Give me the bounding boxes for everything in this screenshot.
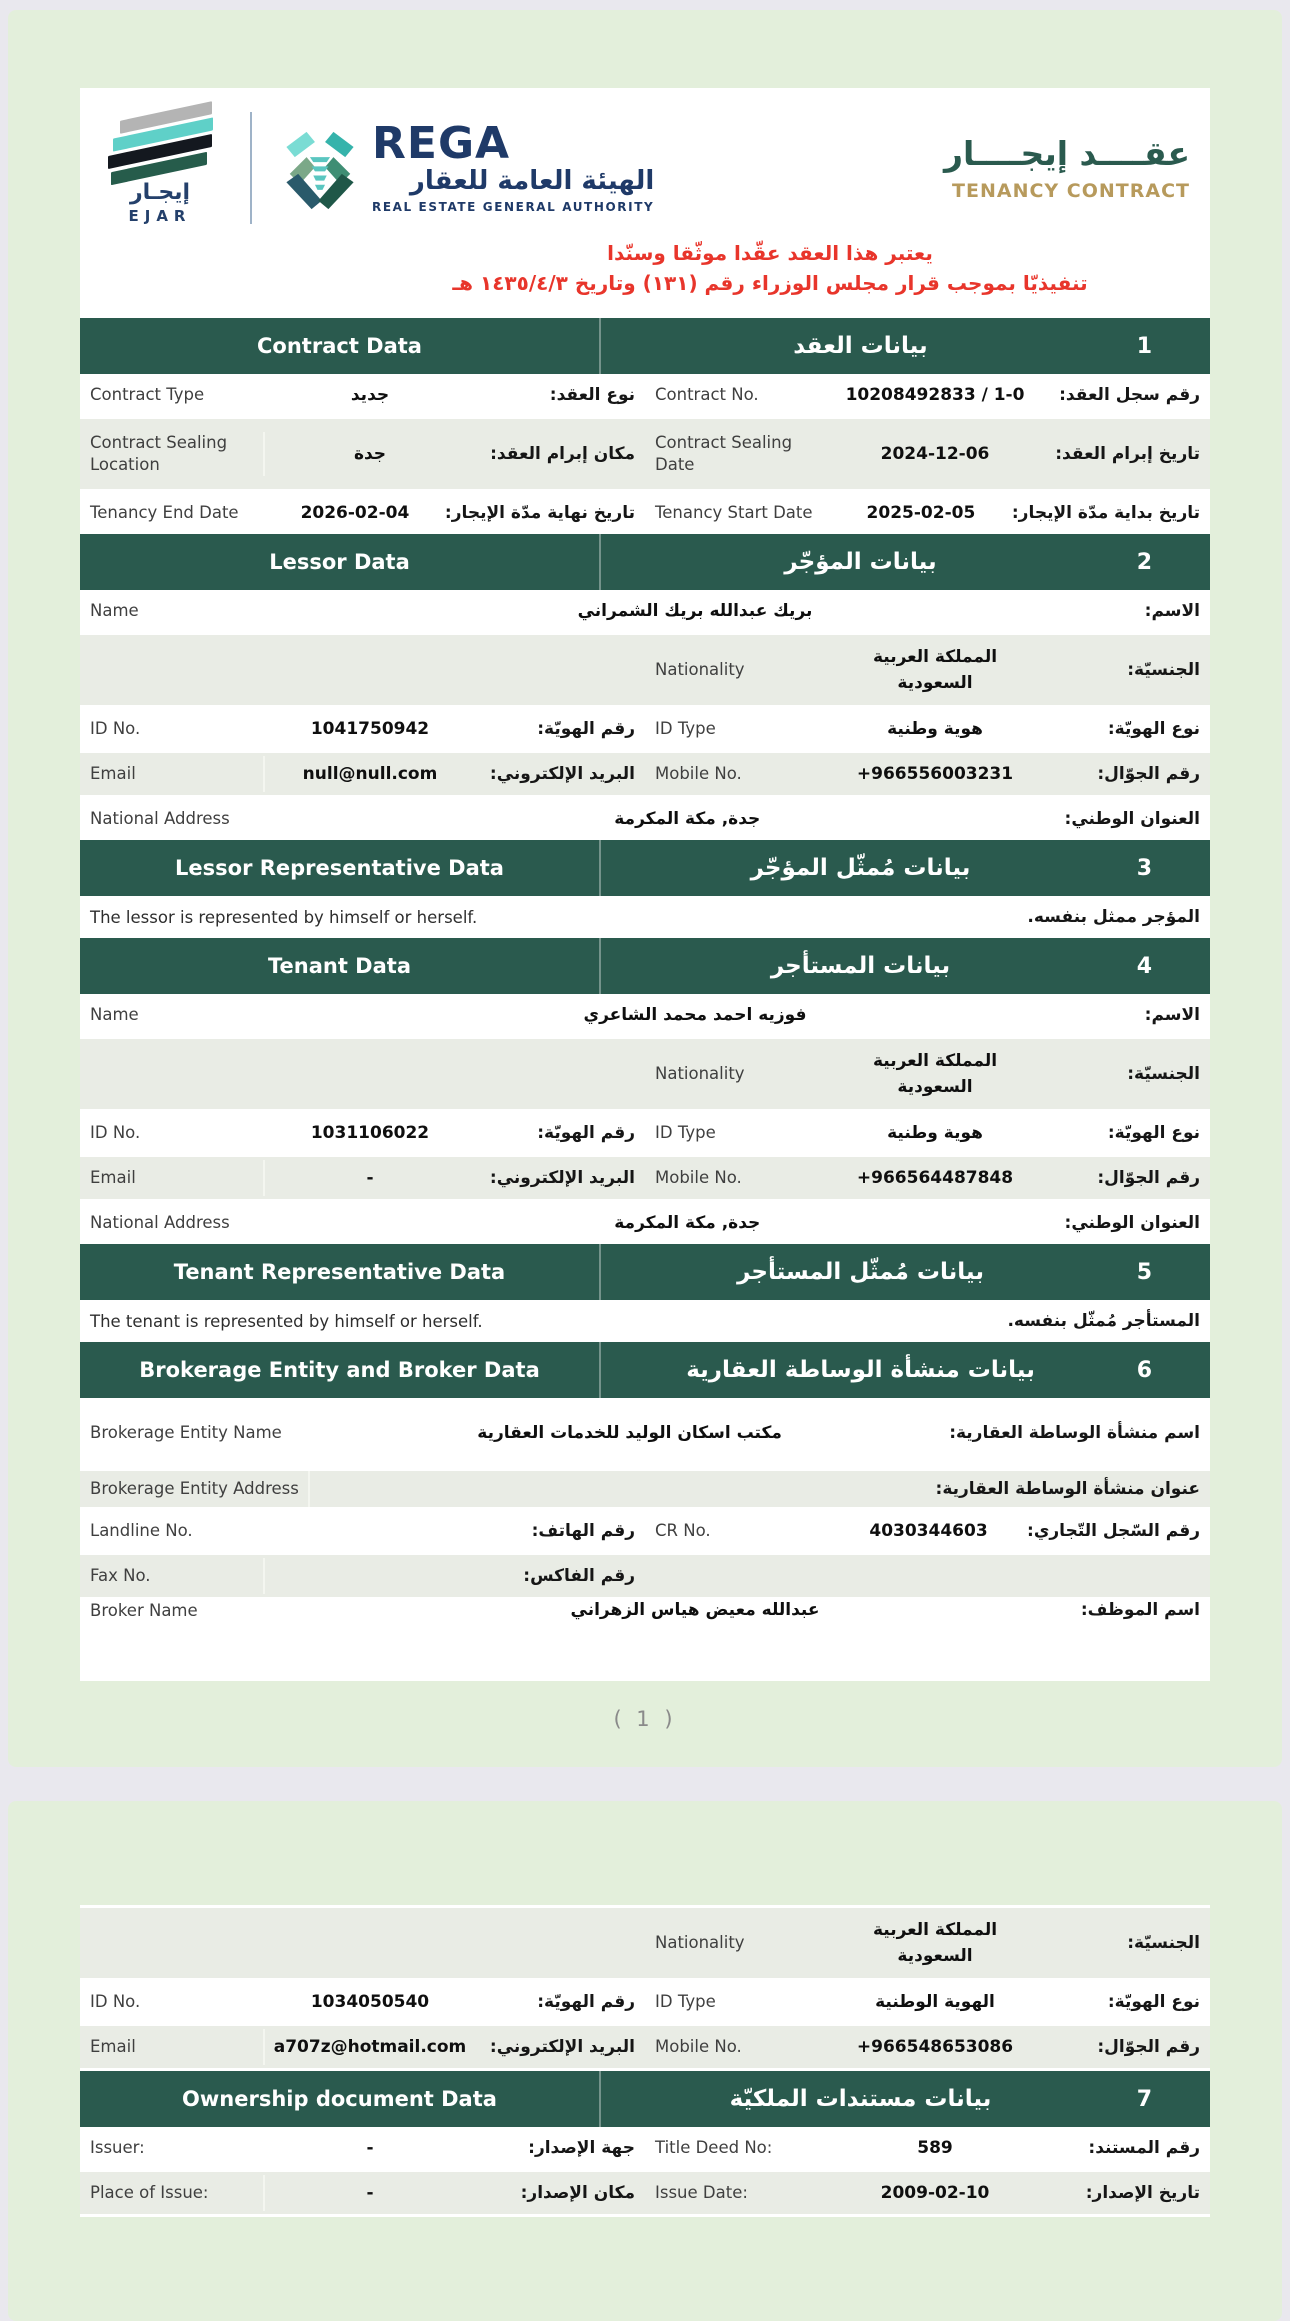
row-half [645,1555,1210,1597]
field-label-ar: رقم السّجل التّجاري: [1027,1521,1200,1541]
row-half [645,1510,1210,1552]
table-row [80,896,1210,938]
ejar-stripes-icon [108,111,212,175]
row-half [80,1112,645,1154]
table-row [80,2023,1210,2071]
row-half [80,1039,645,1109]
field-value-text: المملكة العربية السعودية [872,646,998,693]
contract-page-2 [8,1801,1282,2321]
section-number: 6 [1136,1357,1152,1383]
page-2-content [80,1905,1210,2217]
field-label-ar: مكان إبرام العقد: [490,444,635,464]
table-row [80,374,1210,416]
row-half [645,708,1210,750]
field-label-ar: تاريخ بداية مدّة الإيجار: [1011,503,1200,523]
note-text-ar: المؤجر ممثل بنفسه. [1027,907,1200,927]
field-label-en: Fax No. [90,1558,265,1594]
row-half [645,2026,1210,2068]
field-label-en: Email [90,2029,265,2065]
row-half [645,1981,1210,2023]
field-value-text: المملكة العربية السعودية [872,1050,998,1097]
table-row [80,1154,1210,1202]
field-label-ar: رقم الجوّال: [1097,1168,1200,1188]
field-value: 1034050540 [310,1992,430,2012]
field-label-en: Place of Issue: [90,2175,265,2211]
rega-palm-icon [278,112,362,224]
section-title-en: Ownership document Data [80,2071,601,2127]
section-header-2 [80,534,1210,590]
section-number: 5 [1136,1259,1152,1285]
field-label-ar: العنوان الوطني: [1064,1213,1200,1233]
note-text-en: The tenant is represented by himself or herself. [90,1311,483,1331]
field-label-en: Nationality [655,1063,745,1083]
field-value: 10208492833 / 1-0 [845,385,1025,405]
contract-table-page-2 [80,1905,1210,2217]
field-label-en: Brokerage Entity Name [90,1422,282,1442]
field-label-en: Contract No. [655,384,759,404]
field-label-en: Issuer: [90,2137,145,2157]
field-label-en: Name [90,1004,139,1024]
table-row [80,1036,1210,1112]
field-label-ar: نوع الهويّة: [1107,1992,1200,2012]
field-label-ar: تاريخ إبرام العقد: [1055,444,1200,464]
field-label-en: Mobile No. [655,1167,742,1187]
row-half [80,1908,645,1978]
field-value: 589 [917,2138,953,2158]
field-label-en: Nationality [655,659,745,679]
field-label-ar: اسم الموظف: [1080,1600,1200,1620]
row-half [645,374,1210,416]
field-label-ar: رقم الجوّال: [1097,764,1200,784]
field-value: 1041750942 [310,719,430,739]
table-row [80,1202,1210,1244]
table-row [80,1905,1210,1981]
field-label-en: Tenancy End Date [90,502,239,522]
table-row [80,1398,1210,1468]
section-title-ar: بيانات منشأة الوساطة العقارية [686,1357,1035,1383]
section-header-1 [80,318,1210,374]
field-label-en: Email [90,1160,265,1196]
contract-page-1 [8,10,1282,1767]
field-label-en: Title Deed No: [655,2137,773,2157]
field-label-ar: رقم الهويّة: [537,1992,635,2012]
table-row [80,708,1210,750]
ejar-wordmark-arabic: إيجـار [129,179,191,205]
note-text-ar: المستأجر مُمثّل بنفسه. [1007,1311,1200,1331]
table-row [80,416,1210,492]
field-label-en: Name [90,600,139,620]
field-label-en: ID No. [90,1122,141,1142]
table-row [80,1468,1210,1510]
table-row [80,994,1210,1036]
document-viewport [0,10,1290,2216]
row-half [80,753,645,795]
legal-disclaimer [80,238,1210,300]
field-value: جدة, مكة المكرمة [614,1213,761,1233]
field-value: عبدالله معيض هياس الزهراني [570,1600,820,1620]
field-label-ar: الجنسيّة: [1127,1933,1200,1953]
field-label-en: Broker Name [90,1601,198,1620]
field-label-ar: عنوان منشأة الوساطة العقارية: [935,1479,1200,1499]
row-half [80,1981,645,2023]
field-label-ar: مكان الإصدار: [520,2183,635,2203]
field-label-ar: جهة الإصدار: [528,2138,635,2158]
table-row [80,2127,1210,2169]
field-value: - [366,2183,374,2203]
field-label-ar: نوع الهويّة: [1107,719,1200,739]
row-half [80,374,645,416]
row-half [80,635,645,705]
document-header [80,88,1210,238]
table-row [80,1552,1210,1600]
section-title-ar: بيانات مُمثّل المستأجر [737,1259,984,1285]
section-title-en: Contract Data [80,318,601,374]
section-header-6 [80,1342,1210,1398]
section-number: 2 [1136,549,1152,575]
section-title-en: Lessor Representative Data [80,840,601,896]
field-label-ar: رقم الجوّال: [1097,2037,1200,2057]
field-label-en: National Address [90,808,230,828]
rega-name-english: REAL ESTATE GENERAL AUTHORITY [372,199,655,214]
row-half [80,1555,645,1597]
field-label-ar: تاريخ الإصدار: [1085,2183,1200,2203]
table-row [80,2169,1210,2217]
field-label-en: Mobile No. [655,763,742,783]
section-title-en: Brokerage Entity and Broker Data [80,1342,601,1398]
row-half [645,2127,1210,2169]
field-label-ar: رقم الفاكس: [523,1566,635,1586]
field-value: 2025-02-05 [866,503,976,523]
section-header-5 [80,1244,1210,1300]
section-number: 1 [1136,333,1152,359]
section-number: 7 [1136,2086,1152,2112]
field-value [830,644,1040,697]
logo-divider [250,112,252,224]
field-value: الهوية الوطنية [875,1992,995,2012]
field-value: 4030344603 [869,1521,988,1541]
field-label-en: ID Type [655,1991,716,2011]
page-1-content [80,88,1210,1681]
row-half [645,635,1210,705]
field-label-en: Landline No. [90,1520,193,1540]
ejar-logo [96,111,224,225]
field-label-ar: الجنسيّة: [1127,660,1200,680]
field-label-ar: رقم الهاتف: [531,1521,635,1541]
field-value: - [366,2138,374,2158]
field-label-en: Email [90,756,265,792]
field-label-en: Brokerage Entity Address [90,1471,310,1507]
row-half [80,419,645,489]
legal-disclaimer-line-1: يعتبر هذا العقد عقّدا موثّقا وسنّدا [607,241,933,265]
row-half [645,492,1210,534]
document-title [944,134,1194,202]
field-label-ar: رقم المستند: [1088,2138,1200,2158]
field-label-ar: الاسم: [1144,601,1200,621]
field-value: 2024-12-06 [880,444,990,464]
section-title-ar: بيانات مُمثّل المؤجّر [750,855,971,881]
field-label-en: Contract Type [90,384,205,404]
rega-wordmark [372,118,655,214]
section-header-7 [80,2071,1210,2127]
field-label-ar: رقم سجل العقد: [1059,385,1200,405]
section-number: 3 [1136,855,1152,881]
field-value [830,1917,1040,1970]
field-label-en: ID Type [655,1122,716,1142]
row-half [645,1039,1210,1109]
section-number: 4 [1136,953,1152,979]
field-value: بريك عبدالله بريك الشمراني [577,601,813,621]
row-half [645,1112,1210,1154]
section-title-en: Tenant Representative Data [80,1244,601,1300]
field-value: جدة [353,444,387,464]
table-row [80,632,1210,708]
field-value: جديد [350,385,390,405]
field-label-ar: رقم الهويّة: [537,1123,635,1143]
field-label-ar: الجنسيّة: [1127,1064,1200,1084]
row-half [645,753,1210,795]
row-half [645,2172,1210,2214]
field-label-ar: البريد الإلكتروني: [489,1168,635,1188]
field-value: 2026-02-04 [300,503,410,523]
table-row [80,1300,1210,1342]
section-title-ar: بيانات المستأجر [770,953,951,979]
field-label-ar: نوع العقد: [549,385,635,405]
field-value: a707z@hotmail.com [273,2037,467,2057]
field-value: مكتب اسكان الوليد للخدمات العقارية [477,1423,782,1443]
field-label-ar: البريد الإلكتروني: [489,764,635,784]
legal-disclaimer-line-2: تنفيذيّا بموجب قرار مجلس الوزراء رقم (١٣١) وتاريخ ١٤٣٥/٤/٣ هـ [452,271,1088,295]
field-value: هوية وطنية [887,1123,983,1143]
document-title-english: TENANCY CONTRACT [952,179,1190,202]
field-label-en: Mobile No. [655,2036,742,2056]
table-row [80,798,1210,840]
field-value: 1031106022 [310,1123,430,1143]
field-label-ar: العنوان الوطني: [1064,809,1200,829]
field-label-en: Contract Sealing Location [90,432,265,477]
field-label-ar: الاسم: [1144,1005,1200,1025]
field-value-text: المملكة العربية السعودية [872,1919,998,1966]
section-title-ar: بيانات المؤجّر [784,549,937,575]
section-title-ar: بيانات مستندات الملكيّة [729,2086,992,2112]
document-title-arabic: عقــــد إيجــــار [944,134,1190,174]
rega-name: REGA [372,118,511,170]
field-label-en: ID No. [90,718,141,738]
field-label-en: ID Type [655,718,716,738]
row-half [80,492,645,534]
field-label-ar: البريد الإلكتروني: [489,2037,635,2057]
contract-table-page-1 [80,318,1210,1681]
field-label-ar: نوع الهويّة: [1107,1123,1200,1143]
field-label-en: CR No. [655,1520,711,1540]
field-value [830,1048,1040,1101]
section-title-en: Lessor Data [80,534,601,590]
table-row [80,1112,1210,1154]
table-row [80,1600,1210,1681]
row-half [645,1908,1210,1978]
rega-logo [278,112,654,224]
field-value: فوزيه احمد محمد الشاعري [583,1005,807,1025]
field-label-en: ID No. [90,1991,141,2011]
field-value: 2009-02-10 [880,2183,990,2203]
rega-name-arabic: الهيئة العامة للعقار [409,166,655,197]
section-header-4 [80,938,1210,994]
section-title-en: Tenant Data [80,938,601,994]
field-value: +966548653086 [856,2037,1014,2057]
row-half [80,2172,645,2214]
field-label-en: Tenancy Start Date [655,502,813,522]
field-label-en: National Address [90,1212,230,1232]
field-label-en: Nationality [655,1932,745,1952]
row-half [645,419,1210,489]
field-label-en: Issue Date: [655,2182,748,2202]
field-value: null@null.com [302,764,438,784]
field-value: - [366,1168,374,1188]
field-label-ar: تاريخ نهاية مدّة الإيجار: [444,503,635,523]
row-half [80,1510,645,1552]
table-row [80,1981,1210,2023]
field-value: جدة, مكة المكرمة [614,809,761,829]
field-value: +966556003231 [856,764,1014,784]
row-half [80,2127,645,2169]
table-row [80,750,1210,798]
table-row [80,492,1210,534]
field-label-ar: اسم منشأة الوساطة العقارية: [949,1423,1200,1443]
ejar-wordmark-latin: EJAR [128,207,192,226]
row-half [80,708,645,750]
table-row [80,590,1210,632]
field-label-ar: رقم الهويّة: [537,719,635,739]
note-text-en: The lessor is represented by himself or herself. [90,907,478,927]
row-half [645,1157,1210,1199]
row-half [80,1157,645,1199]
field-value: هوية وطنية [887,719,983,739]
section-header-3 [80,840,1210,896]
section-title-ar: بيانات العقد [793,333,928,359]
page-number: ( 1 ) [613,1707,677,1731]
row-half [80,2026,645,2068]
field-label-en: Contract Sealing Date [655,432,793,474]
field-value: +966564487848 [856,1168,1014,1188]
table-row [80,1510,1210,1552]
